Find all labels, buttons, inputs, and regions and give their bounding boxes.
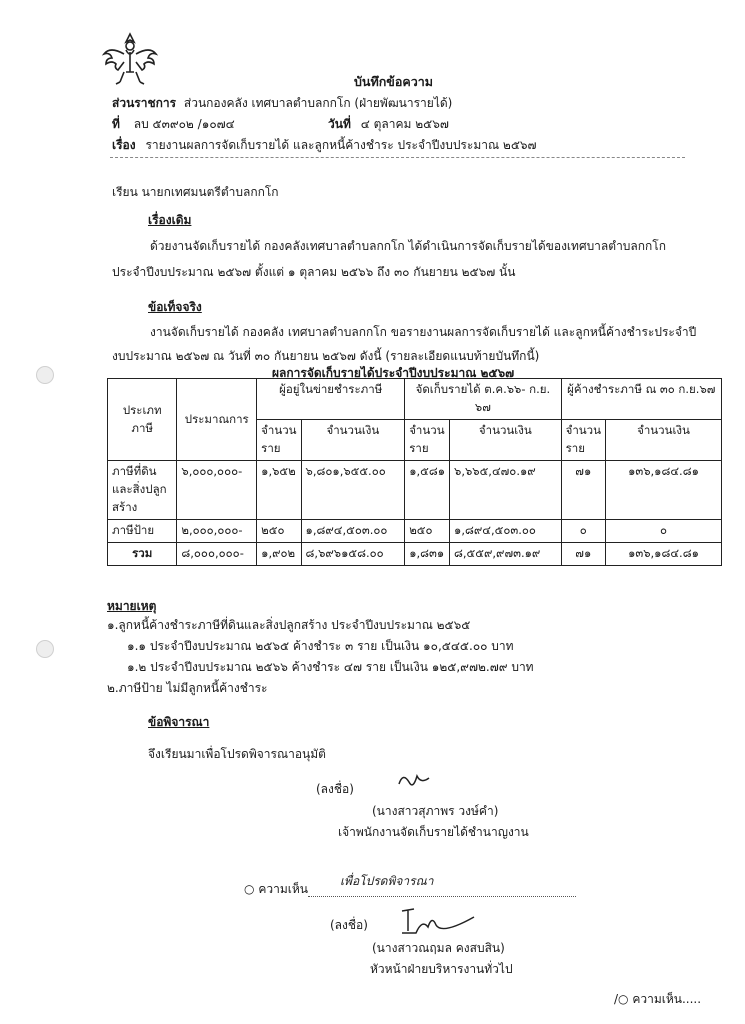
- cell-count: ๒๕๐: [405, 520, 450, 543]
- cell-estimate: ๖,๐๐๐,๐๐๐-: [177, 461, 257, 520]
- opinion-1-line: [308, 874, 576, 897]
- cell-amount: ๑,๘๙๔,๕๐๓.๐๐: [450, 520, 562, 543]
- note-1-1: ๑.๑ ประจำปีงบประมาณ ๒๕๖๕ ค้างชำระ ๓ ราย เป็นเงิน ๑๐,๕๔๕.๐๐ บาท: [127, 639, 514, 653]
- cell-count: ๑,๖๕๒: [257, 461, 301, 520]
- date-line: [328, 115, 449, 134]
- date-value: ๔ ตุลาคม ๒๕๖๗: [360, 117, 449, 131]
- header-amount-2: จำนวนเงิน: [450, 420, 562, 461]
- table-row: [108, 461, 722, 520]
- subject-line: [112, 136, 537, 155]
- consider-text: จึงเรียนมาเพื่อโปรดพิจารณาอนุมัติ: [148, 747, 326, 761]
- cell-amount: ๘,๕๕๙,๙๗๓.๑๙: [450, 543, 562, 566]
- cell-amount: ๖,๘๐๑,๖๕๕.๐๐: [301, 461, 405, 520]
- org-value: ส่วนกองคลัง เทศบาลตำบลกกโก (ฝ่ายพัฒนารายได้): [183, 96, 453, 110]
- opinion-2-label: ความเห็น.....: [632, 992, 702, 1006]
- table-header-row-1: [108, 379, 722, 420]
- subject-label: เรื่อง: [112, 138, 136, 152]
- ref-label: ที่: [112, 117, 120, 131]
- note-1-2: ๑.๒ ประจำปีงบประมาณ ๒๕๖๖ ค้างชำระ ๔๗ ราย เป็นเงิน ๑๒๕,๙๗๒.๗๙ บาท: [127, 660, 534, 674]
- header-count-1: จำนวน ราย: [257, 420, 301, 461]
- memo-heading: บันทึกข้อความ: [354, 74, 433, 89]
- background-line-1: ด้วยงานจัดเก็บรายได้ กองคลังเทศบาลตำบลกกโก ได้ดำเนินการจัดเก็บรายได้ของเทศบาลตำบลกกโก: [150, 239, 667, 253]
- background-title: เรื่องเดิม: [148, 213, 192, 227]
- opinion-2: [614, 990, 701, 1009]
- ref-line: [112, 115, 235, 134]
- cell-type: ภาษีที่ดินและสิ่งปลูกสร้าง: [108, 461, 177, 520]
- note-2: ๒.ภาษีป้าย ไม่มีลูกหนี้ค้างชำระ: [107, 681, 268, 695]
- note-1: ๑.ลูกหนี้ค้างชำระภาษีที่ดินและสิ่งปลูกสร้าง ประจำปีงบประมาณ ๒๕๖๕: [107, 618, 471, 632]
- cell-amount: ๑,๘๙๔,๕๐๓.๐๐: [301, 520, 405, 543]
- header-divider: [110, 157, 685, 158]
- cell-amount: ๘,๖๙๖๑๕๘.๐๐: [301, 543, 405, 566]
- opinion-1-checkbox-icon: ○: [244, 882, 255, 896]
- notes-title: หมายเหตุ: [107, 599, 157, 613]
- cell-amount: ๑๓๖,๑๘๔.๘๑: [605, 543, 721, 566]
- cell-count: ๗๑: [561, 543, 605, 566]
- ref-value: ลบ ๕๓๙๐๒ /๑๐๗๔: [133, 117, 235, 131]
- cell-count: ๒๕๐: [257, 520, 301, 543]
- cell-amount: ๐: [605, 520, 721, 543]
- signer-2-position: หัวหน้าฝ่ายบริหารงานทั่วไป: [370, 962, 513, 976]
- signer-2-name: (นางสาวณฤมล คงสบสิน): [372, 941, 505, 955]
- org-label: ส่วนราชการ: [112, 96, 177, 110]
- opinion-2-mark-icon: /○: [614, 992, 629, 1006]
- sign-label-2: (ลงชื่อ): [330, 918, 368, 932]
- sign-label-1: (ลงชื่อ): [316, 782, 354, 796]
- header-amount-3: จำนวนเงิน: [605, 420, 721, 461]
- facts-line-1: งานจัดเก็บรายได้ กองคลัง เทศบาลตำบลกกโก ขอรายงานผลการจัดเก็บรายได้ และลูกหนี้ค้างชำระประจำปี: [150, 325, 697, 339]
- background-line-2: ประจำปีงบประมาณ ๒๕๖๗ ตั้งแต่ ๑ ตุลาคม ๒๕๖๖ ถึง ๓๐ กันยายน ๒๕๖๗ นั้น: [112, 265, 516, 279]
- header-outstanding: ผู้ค้างชำระภาษี ณ ๓๐ ก.ย.๖๗: [561, 379, 721, 420]
- subject-value: รายงานผลการจัดเก็บรายได้ และลูกหนี้ค้างชำระ ประจำปีงบประมาณ ๒๕๖๗: [145, 138, 537, 152]
- signer-1-name: (นางสาวสุภาพร วงษ์คำ): [372, 804, 499, 818]
- consider-title: ข้อพิจารณา: [148, 715, 210, 729]
- signature-2-image: [398, 905, 478, 941]
- opinion-1-label: ความเห็น: [258, 882, 308, 896]
- cell-estimate: ๒,๐๐๐,๐๐๐-: [177, 520, 257, 543]
- cell-count: ๐: [561, 520, 605, 543]
- opinion-1-handwriting: เพื่อโปรดพิจารณา: [339, 874, 434, 888]
- header-estimate: ประมาณการ: [177, 379, 257, 461]
- cell-estimate: ๘,๐๐๐,๐๐๐-: [177, 543, 257, 566]
- opinion-1: [244, 874, 576, 899]
- addressee: เรียน นายกเทศมนตรีตำบลกกโก: [112, 185, 279, 199]
- punch-hole-bottom: [36, 640, 54, 658]
- header-amount-1: จำนวนเงิน: [301, 420, 405, 461]
- facts-line-2: งบประมาณ ๒๕๖๗ ณ วันที่ ๓๐ กันยายน ๒๕๖๗ ดังนี้ (รายละเอียดแนบท้ายบันทึกนี้): [112, 349, 540, 363]
- table-row: [108, 520, 722, 543]
- cell-type: ภาษีป้าย: [108, 520, 177, 543]
- signer-1-position: เจ้าพนักงานจัดเก็บรายได้ชำนาญงาน: [338, 825, 529, 839]
- header-count-2: จำนวน ราย: [405, 420, 450, 461]
- facts-title: ข้อเท็จจริง: [148, 300, 202, 314]
- date-label: วันที่: [328, 117, 351, 131]
- cell-amount: ๖,๖๖๕,๔๗๐.๑๙: [450, 461, 562, 520]
- cell-amount: ๑๓๖,๑๘๔.๘๑: [605, 461, 721, 520]
- cell-count: ๑,๙๐๒: [257, 543, 301, 566]
- cell-count: ๗๑: [561, 461, 605, 520]
- punch-hole-top: [36, 366, 54, 384]
- cell-count: ๑,๕๘๑: [405, 461, 450, 520]
- revenue-table: [107, 378, 722, 566]
- header-collected: จัดเก็บรายได้ ต.ค.๖๖- ก.ย. ๖๗: [405, 379, 561, 420]
- header-type: ประเภท ภาษี: [108, 379, 177, 461]
- header-taxpayers: ผู้อยู่ในข่ายชำระภาษี: [257, 379, 405, 420]
- header-count-3: จำนวน ราย: [561, 420, 605, 461]
- cell-count: ๑,๘๓๑: [405, 543, 450, 566]
- signature-1-image: [395, 770, 435, 792]
- org-line: [112, 94, 452, 113]
- table-total-row: [108, 543, 722, 566]
- table-title: ผลการจัดเก็บรายได้ประจำปีงบประมาณ ๒๕๖๗: [272, 366, 515, 380]
- cell-type: รวม: [108, 543, 177, 566]
- garuda-emblem-icon: [100, 28, 160, 86]
